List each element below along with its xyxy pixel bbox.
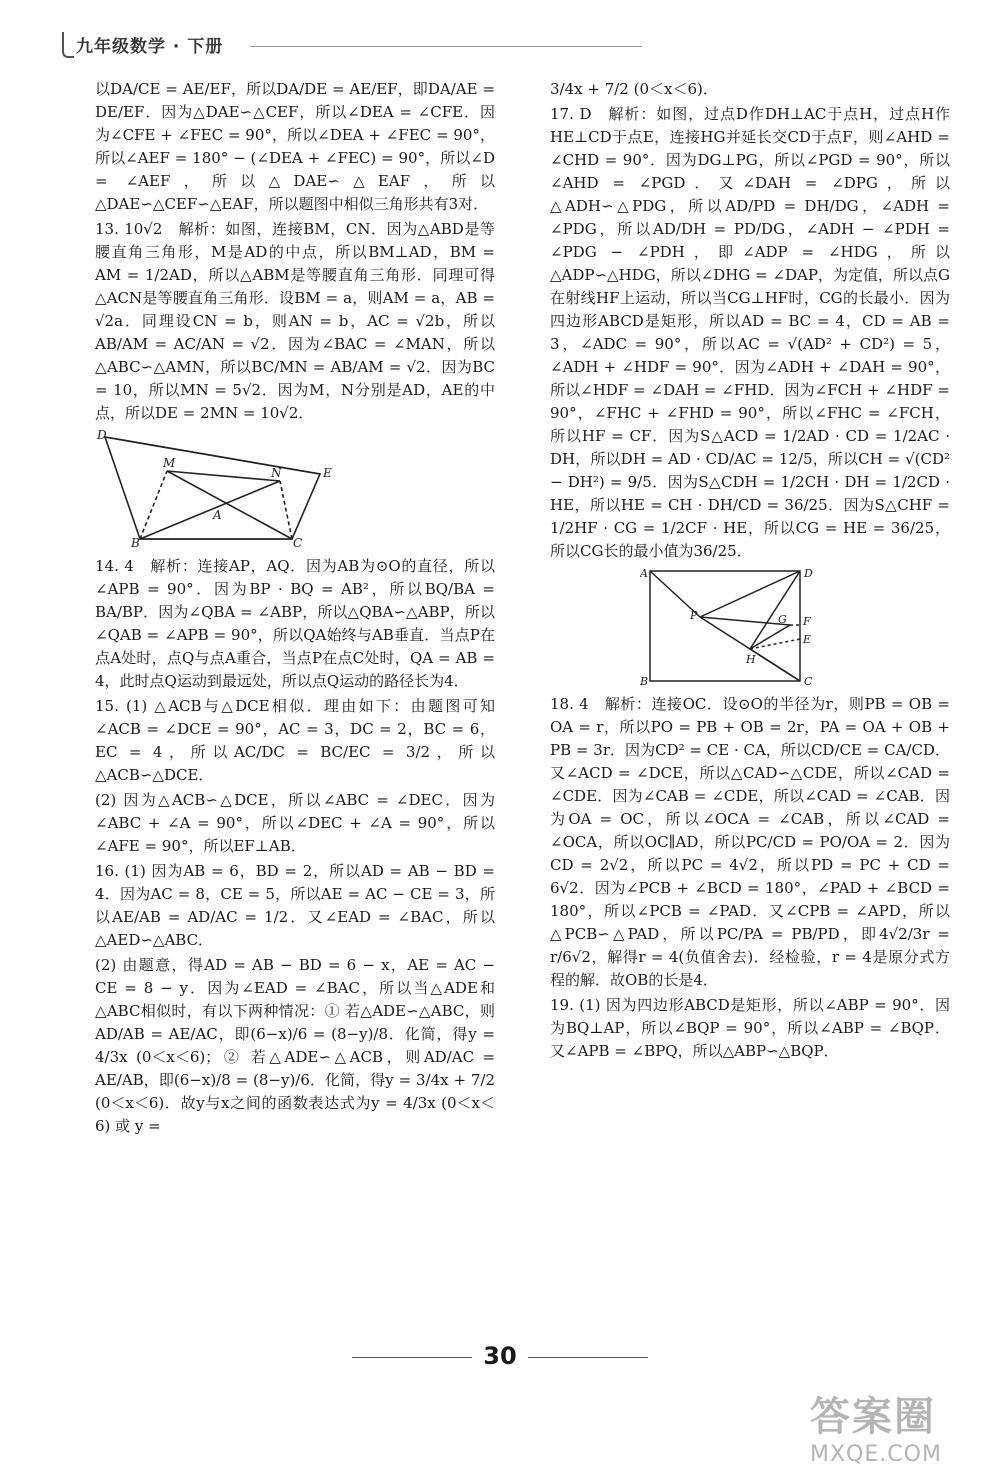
right-column: [550, 78, 950, 1065]
fig17-label-D: D: [804, 567, 813, 580]
fig17-label-G: G: [778, 613, 787, 626]
solution-14: 14. 4 解析：连接AP，AQ．因为AB为⊙O的直径，所以∠APB = 90°．因为BP · BQ = AB²，所以BQ/BA = BA/BP．因为∠QBA = ∠ABP，所以△QBA∽△ABP，所以∠QAB = ∠APB = 90°，所以QA始终与AB垂直．当点P在点A处时，点Q与点A重合，当点P在点C处时，QA = AB = 4，此时点Q运动到最远处，所以点Q运动的路径长为4．: [95, 557, 495, 690]
figure-13: [95, 429, 335, 549]
fig13-label-N: N: [271, 466, 282, 480]
figure-17: [640, 567, 860, 687]
watermark-logo: 答案圈: [810, 1394, 936, 1440]
solution-15-part2: (2) 因为△ACB∽△DCE，所以∠ABC = ∠DEC．因为∠ABC + ∠A = 90°，所以∠DEC + ∠A = 90°，所以∠AFE = 90°，所以EF⊥AB．: [95, 791, 495, 855]
fig17-label-C: C: [804, 675, 813, 687]
header-title: 九年级数学 · 下册: [76, 37, 224, 57]
solution-15-part1: 15. (1) △ACB与△DCE相似．理由如下：由题图可知∠ACB = ∠DCE = 90°，AC = 3，DC = 2，BC = 6，EC = 4，所以AC/DC = BC/EC = 3/2，所以△ACB∽△DCE．: [95, 697, 495, 784]
fig13-label-D: D: [97, 429, 107, 442]
fig17-label-A: A: [640, 567, 648, 580]
footer-rule-right: [528, 1357, 648, 1358]
fig17-label-E: E: [803, 633, 812, 646]
watermark: [810, 1385, 990, 1465]
page-number: 30: [483, 1342, 517, 1370]
solution-16-part2: (2) 由题意，得AD = AB − BD = 6 − x，AE = AC − CE = 8 − y．因为∠EAD = ∠BAC，所以当△ADE和△ABC相似时，有以下两种情况：① 若△ADE∽△ABC，则AD/AB = AE/AC，即(6−x)/6 = (8−y)/8．化简，得y = 4/3x (0＜x＜6)；② 若△ADE∽△ACB，则AD/AC = AE/AB，即(6−x)/8 = (8−y)/6．化简，得y = 3/4x + 7/2 (0＜x＜6)．故y与x之间的函数表达式为y = 4/3x (0＜x＜6) 或 y =: [95, 956, 495, 1135]
solution-12-continued: 以DA/CE = AE/EF，所以DA/DE = AE/EF，即DA/AE = DE/EF．因为△DAE∽△CEF，所以∠DEA = ∠CFE．因为∠CFE + ∠FEC = 90°，所以∠DEA + ∠FEC = 90°，所以∠AEF = 180° − (∠DEA + ∠FEC) = 90°，所以∠D = ∠AEF，所以△DAE∽△EAF，所以△DAE∽△CEF∽△EAF，所以题图中相似三角形共有3对．: [95, 80, 495, 213]
solution-19: 19. (1) 因为四边形ABCD是矩形，所以∠ABP = 90°．因为BQ⊥AP，所以∠BQP = 90°，所以∠ABP = ∠BQP．又∠APB = ∠BPQ，所以△ABP∽△BQP．: [550, 996, 950, 1060]
page-header: [62, 30, 642, 60]
solution-16-continued: 3/4x + 7/2 (0＜x＜6)．: [550, 80, 718, 98]
solution-13: 13. 10√2 解析：如图，连接BM，CN．因为△ABD是等腰直角三角形，M是AD的中点，所以BM⊥AD，BM = AM = 1/2AD，所以△ABM是等腰直角三角形．同理可得△ACN是等腰直角三角形．设BM = a，则AM = a，AB = √2a．同理设CN = b，则AN = b，AC = √2b，所以AB/AM = AC/AN = √2．因为∠BAC = ∠MAN，所以△ABC∽△AMN，所以BC/MN = AB/AM = √2．因为BC = 10，所以MN = 5√2．因为M，N分别是AD，AE的中点，所以DE = 2MN = 10√2．: [95, 220, 495, 422]
header-rule: [250, 46, 642, 47]
fig13-label-E: E: [323, 466, 332, 480]
fig17-label-P: P: [690, 609, 698, 622]
fig13-label-C: C: [293, 536, 303, 549]
fig17-label-B: B: [640, 675, 649, 687]
fig13-label-A: A: [213, 508, 222, 522]
fig13-outline: [105, 437, 320, 539]
fig17-label-H: H: [746, 653, 756, 666]
watermark-url: MXQE.COM: [810, 1442, 942, 1467]
header-bracket: [62, 32, 74, 58]
fig13-label-M: M: [163, 456, 176, 470]
solution-16-part1: 16. (1) 因为AB = 6，BD = 2，所以AD = AB − BD = 4．因为AC = 8，CE = 5，所以AE = AC − CE = 3，所以AE/AB = AD/AC = 1/2．又∠EAD = ∠BAC，所以△AED∽△ABC．: [95, 862, 495, 949]
left-column: [95, 78, 495, 1140]
solution-18: 18. 4 解析：连接OC．设⊙O的半径为r，则PB = OB = OA = r，所以PO = PB + OB = 2r，PA = OA + OB + PB = 3r．因为CD² = CE · CA，所以CD/CE = CA/CD．又∠ACD = ∠DCE，所以△CAD∽△CDE，所以∠CAD = ∠CDE．因为∠CAB = ∠CDE，所以∠CAD = ∠CAB．因为OA = OC，所以∠OCA = ∠CAB，所以∠CAD = ∠OCA，所以OC∥AD，所以PC/CD = PO/OA = 2．因为CD = 2√2，所以PC = 4√2，所以PD = PC + CD = 6√2．因为∠PCB + ∠BCD = 180°，∠PAD + ∠BCD = 180°，所以∠PCB = ∠PAD．又∠CPB = ∠APD，所以△PCB∽△PAD，所以PC/PA = PB/PD，即4√2/3r = r/6√2，解得r = 4(负值舍去)．经检验，r = 4是原分式方程的解．故OB的长是4．: [550, 695, 950, 989]
fig13-label-B: B: [131, 536, 140, 549]
fig17-rectangle: [650, 571, 800, 681]
solution-17: 17. D 解析：如图，过点D作DH⊥AC于点H，过点H作HE⊥CD于点E，连接HG并延长交CD于点F，则∠AHD = ∠CHD = 90°．因为DG⊥PG，所以∠PGD = 90°，所以∠AHD = ∠PGD．又∠DAH = ∠DPG，所以△ADH∽△PDG，所以AD/PD = DH/DG，∠ADH = ∠PDG，所以AD/DH = PD/DG，∠ADH − ∠PDH = ∠PDG − ∠PDH，即∠ADP = ∠HDG，所以△ADP∽△HDG，所以∠DHG = ∠DAP，为定值，所以点G在射线HF上运动，所以当CG⊥HF时，CG的长最小．因为四边形ABCD是矩形，所以AD = BC = 4，CD = AB = 3，∠ADC = 90°，所以AC = √(AD² + CD²) = 5，∠ADH + ∠HDF = 90°．因为∠ADH + ∠DAH = 90°，所以∠HDF = ∠DAH = ∠FHD．因为∠FCH + ∠HDF = 90°，∠FHC + ∠FHD = 90°，所以∠FHC = ∠FCH，所以HF = CF．因为S△ACD = 1/2AD · CD = 1/2AC · DH，所以DH = AD · CD/AC = 12/5，所以CH = √(CD² − DH²) = 9/5．因为S△CDH = 1/2CH · DH = 1/2CD · HE，所以HE = CH · DH/CD = 36/25．因为S△CHF = 1/2HF · CG = 1/2CF · HE，所以CG = HE = 36/25，所以CG长的最小值为36/25．: [550, 105, 950, 560]
fig17-label-F: F: [803, 615, 811, 628]
